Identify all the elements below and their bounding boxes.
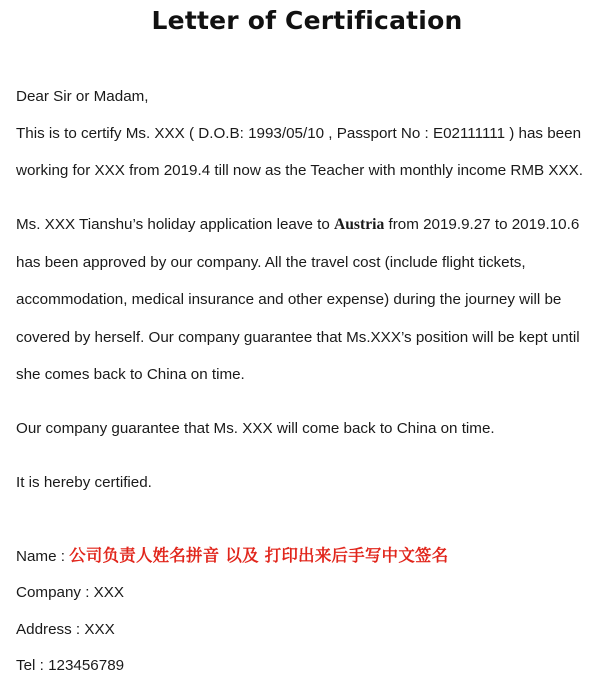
paragraph-3: Our company guarantee that Ms. XXX will come back to China on time. [16, 420, 495, 437]
paragraph-2-line-1-start: Ms. XXX Tianshu’s holiday application leave to [16, 216, 334, 233]
paragraph-2-line-1-end: from 2019.9.27 to 2019.10.6 [384, 216, 580, 233]
paragraph-2-line-4: covered by herself. Our company guarantee that Ms.XXX’s position will be kept until [16, 329, 580, 346]
paragraph-1-line-1: This is to certify Ms. XXX ( D.O.B: 1993/05/10 , Passport No : E02111111 ) has been [16, 125, 582, 142]
closing-line: It is hereby certified. [16, 474, 152, 491]
paragraph-2-line-1 [16, 215, 579, 235]
company-line: Company : XXX [16, 584, 125, 601]
salutation: Dear Sir or Madam, [16, 88, 149, 105]
name-label: Name : [16, 548, 65, 565]
tel-line: Tel : 123456789 [16, 657, 125, 674]
letter-title: Letter of Certification [151, 6, 463, 35]
destination-country: Austria [334, 216, 385, 233]
signature-instruction-note: 公司负责人姓名拼音 以及 打印出来后手写中文签名 [69, 546, 449, 565]
paragraph-1-line-2: working for XXX from 2019.4 till now as the Teacher with monthly income RMB XXX. [16, 162, 583, 179]
name-line [16, 546, 448, 567]
paragraph-2-line-2: has been approved by our company. All the travel cost (include flight tickets, [16, 254, 526, 271]
paragraph-2-line-5: she comes back to China on time. [16, 366, 245, 383]
paragraph-2-line-3: accommodation, medical insurance and other expense) during the journey will be [16, 291, 562, 308]
address-line: Address : XXX [16, 621, 115, 638]
